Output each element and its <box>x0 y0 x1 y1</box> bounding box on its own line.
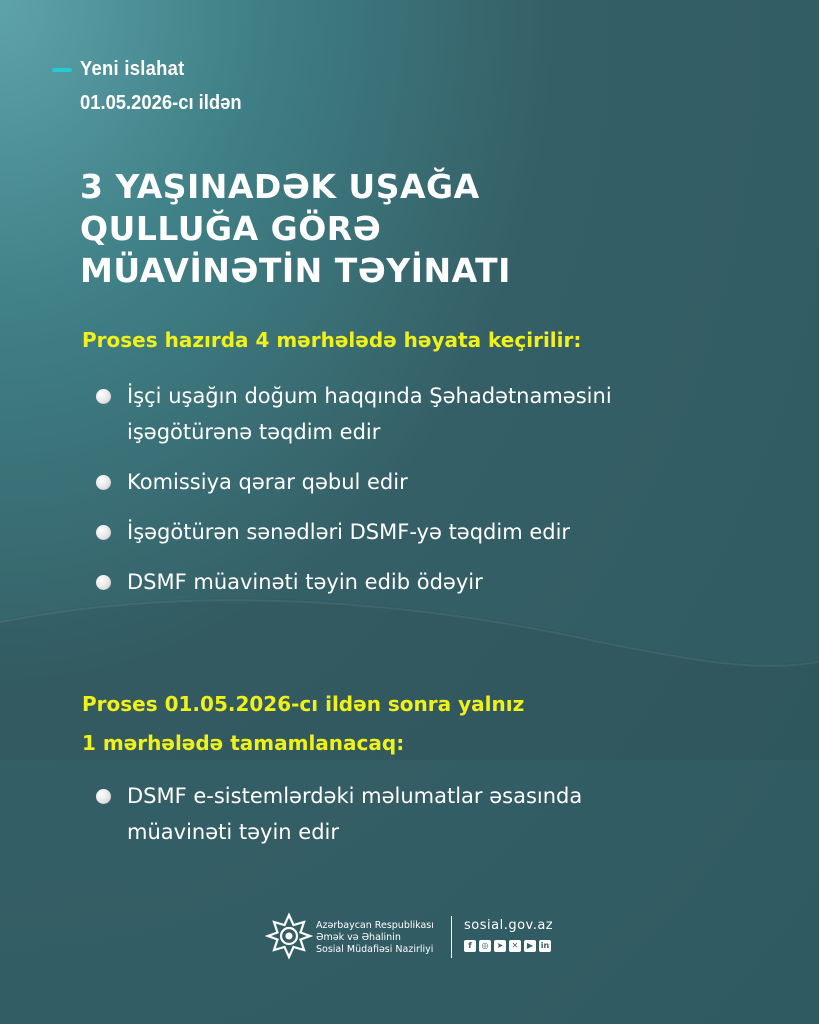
list-item: DSMF müavinəti təyin edib ödəyir <box>96 564 612 600</box>
reform-date: 01.05.2026-cı ildən <box>80 92 242 114</box>
future-process-heading-line2: 1 mərhələdə tamamlanacaq: <box>82 731 405 755</box>
list-item: Komissiya qərar qəbul edir <box>96 464 612 500</box>
accent-dash <box>52 68 72 72</box>
current-process-heading: Proses hazırda 4 mərhələdə həyata keçirilir: <box>82 328 582 352</box>
list-item: İşəgötürən sənədləri DSMF-yə təqdim edir <box>96 514 612 550</box>
title-line: QULLUĞA GÖRƏ <box>80 209 382 248</box>
list-item: DSMF e-sistemlərdəki məlumatlar əsasında müavinəti təyin edir <box>96 778 582 850</box>
website-link[interactable]: sosial.gov.az <box>464 918 554 933</box>
future-steps-list <box>96 778 582 850</box>
bullet-icon <box>96 789 111 804</box>
bullet-icon <box>96 575 111 590</box>
bullet-icon <box>96 525 111 540</box>
ministry-name: Azərbaycan Respublikası Əmək və Əhalinin Sosial Müdafiəsi Nazirliyi <box>316 920 434 955</box>
bullet-icon <box>96 389 111 404</box>
title-line: 3 YAŞINADƏK UŞAĞA <box>80 167 480 206</box>
divider <box>451 916 452 958</box>
bullet-icon <box>96 475 111 490</box>
youtube-icon[interactable]: ▶ <box>524 940 536 952</box>
telegram-icon[interactable]: ➤ <box>494 940 506 952</box>
title-line: MÜAVİNƏTİN TƏYİNATI <box>80 251 511 290</box>
x-icon[interactable]: ✕ <box>509 940 521 952</box>
future-process-heading-line1: Proses 01.05.2026-cı ildən sonra yalnız <box>82 692 525 716</box>
linkedin-icon[interactable]: in <box>540 941 550 950</box>
current-steps-list <box>96 378 612 600</box>
list-item: İşçi uşağın doğum haqqında Şəhadətnaməsini işəgötürənə təqdim edir <box>96 378 612 450</box>
ministry-logo-icon <box>265 912 313 960</box>
reform-label: Yeni islahat <box>80 58 185 80</box>
page-title <box>80 166 511 292</box>
instagram-icon[interactable]: ◎ <box>479 940 491 952</box>
social-links <box>464 940 551 952</box>
facebook-icon[interactable]: f <box>464 940 476 952</box>
